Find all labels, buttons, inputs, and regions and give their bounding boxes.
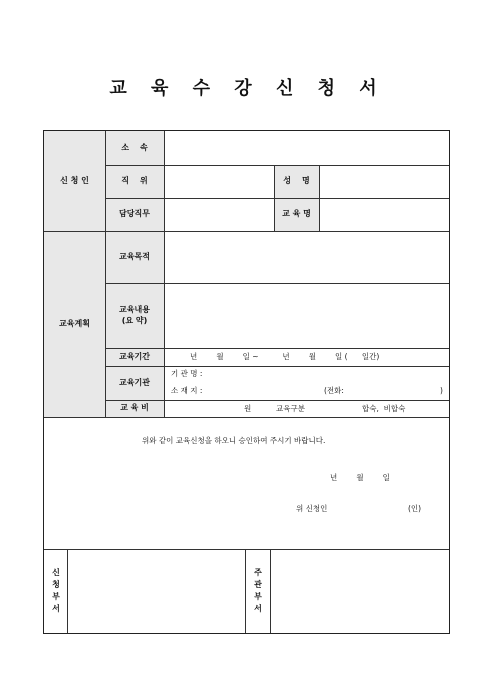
approval-request-text: 위와 같이 교육신청을 하오니 승인하여 주시기 바랍니다. xyxy=(142,436,326,445)
affiliation-label: 소 속 xyxy=(105,131,164,165)
institution-phone-close: ) xyxy=(440,386,443,395)
plan-section-label: 교육계획 xyxy=(44,231,105,417)
cost-field[interactable]: 원 xyxy=(244,404,252,413)
course-type-label: 교육구분 xyxy=(276,404,305,413)
applicant-signature-label: 위 신청인 xyxy=(296,504,328,513)
institution-label: 교육기관 xyxy=(105,366,164,400)
position-label: 직 위 xyxy=(105,165,164,198)
name-label: 성 명 xyxy=(274,165,319,198)
duty-label: 담당직무 xyxy=(105,198,164,231)
course-type-options[interactable]: 합숙, 비합숙 xyxy=(362,404,406,413)
period-field[interactable]: 년 월 일 ~ 년 월 일 ( 일간) xyxy=(190,352,380,361)
purpose-label: 교육목적 xyxy=(105,231,164,283)
institution-address-field[interactable]: 소 재 지 : xyxy=(171,386,203,395)
approval-date-field[interactable]: 년 월 일 xyxy=(330,473,390,482)
host-department-field[interactable] xyxy=(271,550,448,633)
document-title: 교 육 수 강 신 청 서 xyxy=(109,78,386,99)
course-name-field[interactable] xyxy=(320,199,448,230)
applicant-department-label: 신 청 부 서 xyxy=(52,568,60,613)
position-field[interactable] xyxy=(165,166,273,197)
course-name-label: 교 육 명 xyxy=(274,198,319,231)
period-label: 교육기간 xyxy=(105,348,164,366)
applicant-section-label: 신 청 인 xyxy=(44,131,105,231)
content-label: 교육내용 (요 약) xyxy=(105,283,164,348)
institution-phone-field[interactable]: (전화: xyxy=(324,386,344,395)
institution-name-field[interactable]: 기 관 명 : xyxy=(171,369,203,378)
application-form xyxy=(43,130,450,634)
name-field[interactable] xyxy=(320,166,448,197)
affiliation-field[interactable] xyxy=(165,132,448,164)
duty-field[interactable] xyxy=(165,199,273,230)
host-department-label: 주 관 부 서 xyxy=(254,568,262,613)
purpose-field[interactable] xyxy=(165,232,448,282)
content-field[interactable] xyxy=(165,284,448,347)
applicant-department-field[interactable] xyxy=(68,550,244,633)
cost-label: 교 육 비 xyxy=(105,400,164,417)
seal-mark: (인) xyxy=(408,504,422,513)
